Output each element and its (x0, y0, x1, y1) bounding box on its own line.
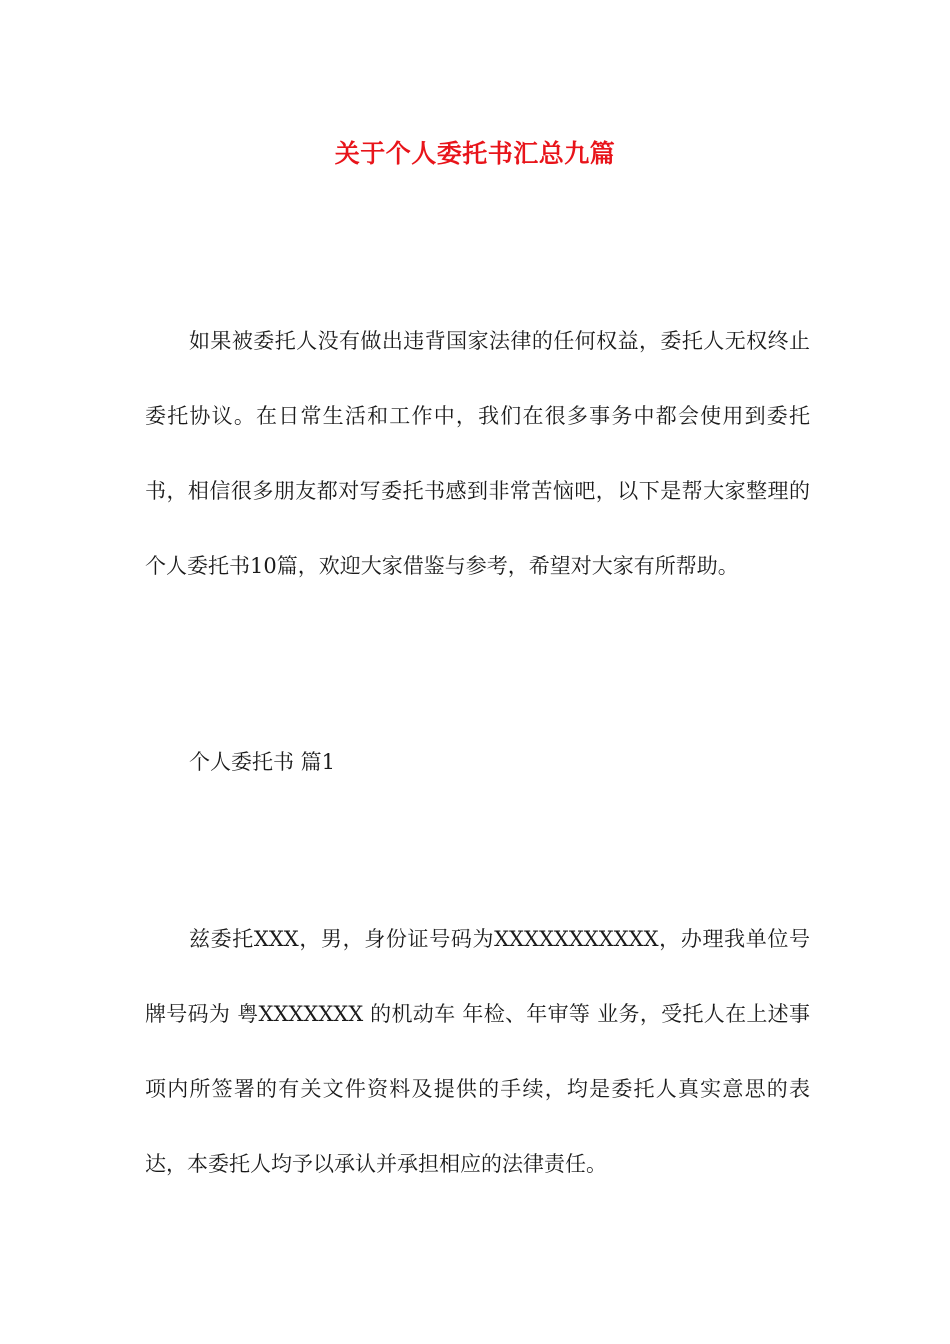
section-paragraph: 兹委托XXX，男，身份证号码为XXXXXXXXXXX，办理我单位号牌号码为 粤XXXXXXX 的机动车 年检、年审等 业务，受托人在上述事项内所签署的有关文件资料及提供的手续，均是委托人真实意思的表达，本委托人均予以承认并承担相应的法律责任。 (145, 927, 810, 1176)
intro-paragraph: 如果被委托人没有做出违背国家法律的任何权益，委托人无权终止委托协议。在日常生活和工作中，我们在很多事务中都会使用到委托书，相信很多朋友都对写委托书感到非常苦恼吧，以下是帮大家整理的个人委托书10篇，欢迎大家借鉴与参考，希望对大家有所帮助。 (145, 329, 810, 578)
document-title: 关于个人委托书汇总九篇 (334, 139, 616, 168)
section-heading: 个人委托书 篇1 (189, 750, 336, 774)
